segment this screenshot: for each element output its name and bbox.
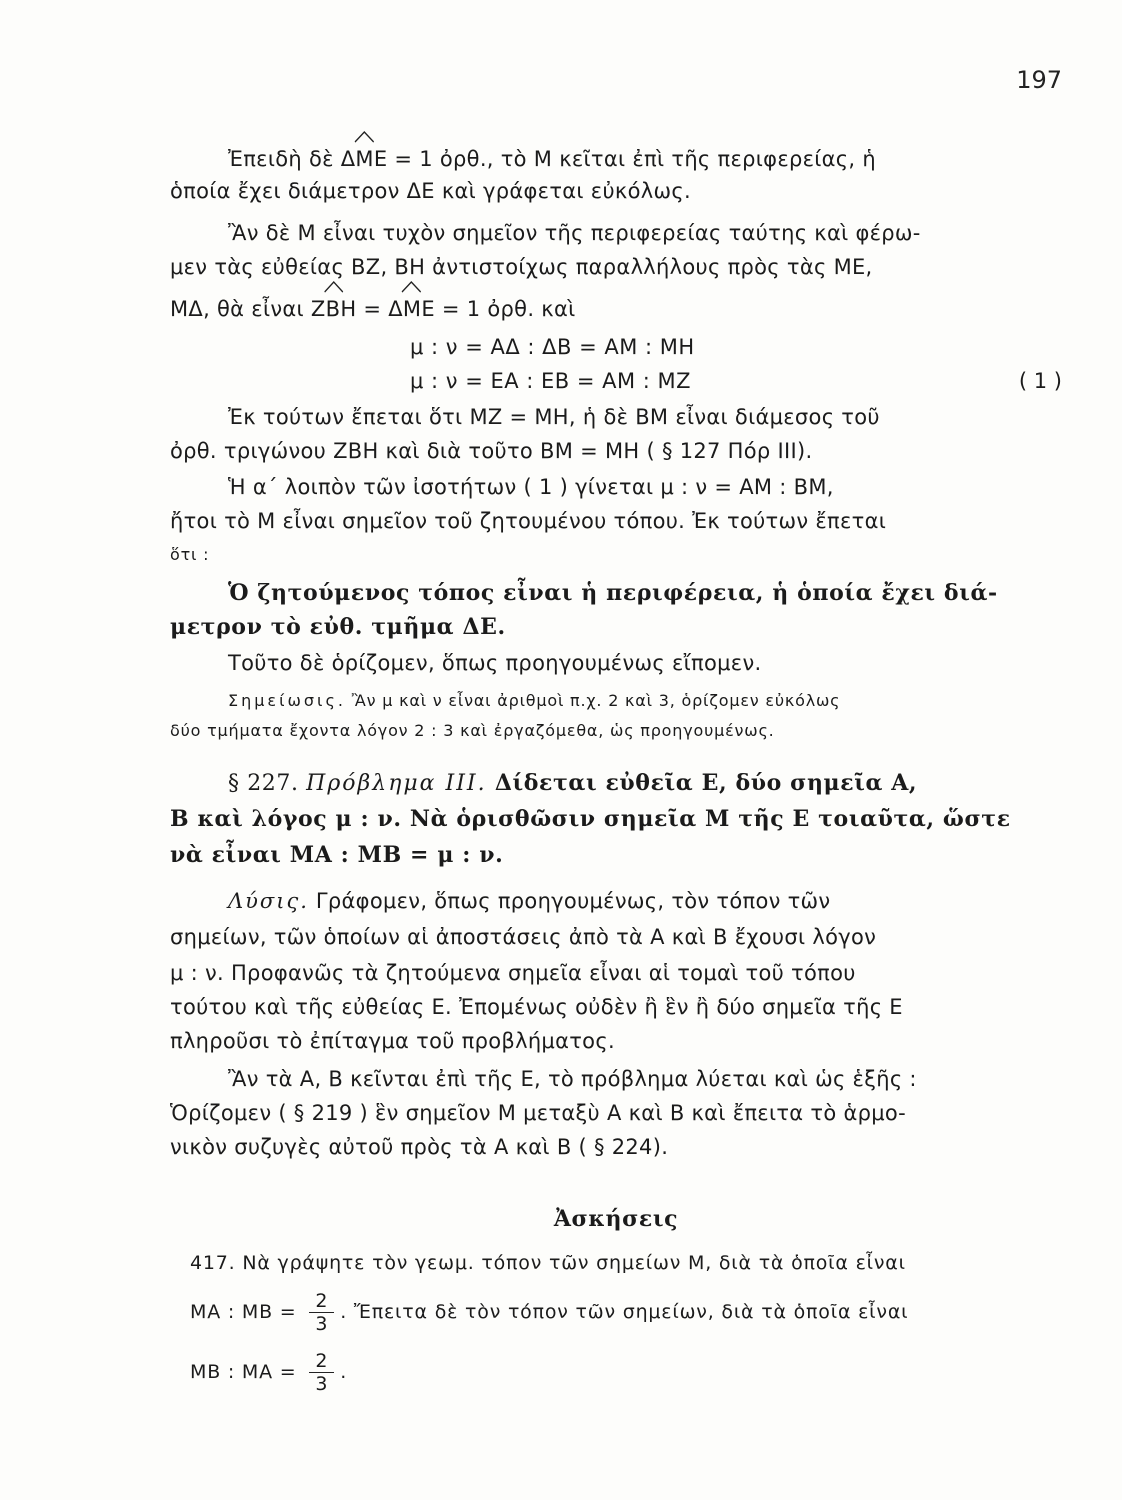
text-line: Ὁρίζομεν ( § 219 ) ἓν σημεῖον Μ μεταξὺ Α καὶ Β καὶ ἔπειτα τὸ ἁρμο- (170, 1101, 906, 1125)
text-line: Ἐκ τούτων ἔπεται ὅτι ΜΖ = ΜΗ, ἡ δὲ ΒΜ εἶναι διάμεσος τοῦ (228, 405, 880, 429)
text-line: ἤτοι τὸ Μ εἶναι σημεῖον τοῦ ζητουμένου τόπου. Ἐκ τούτων ἔπεται (170, 509, 887, 533)
solution-line: μ : ν. Προφανῶς τὰ ζητούμενα σημεῖα εἶναι αἱ τομαὶ τοῦ τόπου (170, 961, 856, 985)
angle-hat: ΔΜΕ (341, 144, 388, 174)
equation-number: ( 1 ) (1018, 369, 1062, 393)
conclusion-line: Ὁ ζητούμενος τόπος εἶναι ἡ περιφέρεια, ἡ ὁποία ἔχει διά- (228, 580, 998, 606)
exercise-line: ΜΑ : ΜΒ = $\frac{2}{3}$ . Ἔπειτα δὲ τὸν τόπον τῶν σημείων, διὰ τὰ ὁποῖα εἶναι (190, 1290, 909, 1335)
exercises-title: Ἀσκήσεις (553, 1206, 679, 1232)
text-line: Ἐπειδὴ δὲ ΔΜΕ = 1 ὀρθ., τὸ Μ κεῖται ἐπὶ τῆς περιφερείας, ἡ (170, 144, 1062, 174)
text-line: ΜΔ, θὰ εἶναι ΖΒΗ = ΔΜΕ = 1 ὀρθ. καὶ (170, 294, 1062, 324)
exercise-line: 417. Νὰ γράψητε τὸν γεωμ. τόπον τῶν σημείων Μ, διὰ τὰ ὁποῖα εἶναι (190, 1252, 906, 1274)
text-line: Ἡ α΄ λοιπὸν τῶν ἰσοτήτων ( 1 ) γίνεται μ : ν = ΑΜ : ΒΜ, (228, 475, 834, 499)
solution-line: πληροῦσι τὸ ἐπίταγμα τοῦ προβλήματος. (170, 1029, 615, 1053)
conclusion-line: μετρον τὸ εὐθ. τμῆμα ΔΕ. (170, 614, 506, 640)
solution-label: Λύσις. (228, 889, 309, 913)
text-line: Τοῦτο δὲ ὁρίζομεν, ὅπως προηγουμένως εἴπομεν. (228, 651, 762, 675)
note-line: Σημείωσις. Ἂν μ καὶ ν εἶναι ἀριθμοὶ π.χ. 2 καὶ 3, ὁρίζομεν εὐκόλως (228, 691, 841, 710)
problem-line: § 227. Πρόβλημα ΙΙΙ. Δίδεται εὐθεῖα Ε, δύο σημεῖα Α, (228, 770, 918, 796)
equation: μ : ν = ΕΑ : ΕΒ = ΑΜ : ΜΖ (410, 369, 692, 393)
text-line: νικὸν συζυγὲς αὐτοῦ πρὸς τὰ Α καὶ Β ( § 224). (170, 1135, 669, 1159)
note-label: Σημείωσις. (228, 691, 346, 710)
problem-line: Β καὶ λόγος μ : ν. Νὰ ὁρισθῶσιν σημεῖα Μ τῆς Ε τοιαῦτα, ὥστε (170, 806, 1011, 832)
text-line: Ἂν τὰ Α, Β κεῖνται ἐπὶ τῆς Ε, τὸ πρόβλημα λύεται καὶ ὡς ἑξῆς : (228, 1067, 917, 1091)
equation: μ : ν = ΑΔ : ΔΒ = ΑΜ : ΜΗ (410, 335, 695, 359)
problem-label: Πρόβλημα ΙΙΙ. (306, 771, 487, 796)
angle-hat: ΔΜΕ (388, 294, 435, 324)
exercise-line: ΜΒ : ΜΑ = $\frac{2}{3}$ . (190, 1350, 348, 1395)
solution-line: Λύσις. Γράφομεν, ὅπως προηγουμένως, τὸν τόπον τῶν (228, 889, 831, 913)
note-line: δύο τμήματα ἔχοντα λόγον 2 : 3 καὶ ἐργαζόμεθα, ὡς προηγουμένως. (170, 721, 775, 740)
fraction: $\frac{2}{3}$ (309, 1290, 334, 1335)
text-line: μεν τὰς εὐθείας ΒΖ, ΒΗ ἀντιστοίχως παραλλήλους πρὸς τὰς ΜΕ, (170, 255, 873, 279)
solution-line: σημείων, τῶν ὁποίων αἱ ἀποστάσεις ἀπὸ τὰ Α καὶ Β ἔχουσι λόγον (170, 925, 877, 949)
solution-line: τούτου καὶ τῆς εὐθείας Ε. Ἐπομένως οὐδὲν ἢ ἓν ἢ δύο σημεῖα τῆς Ε (170, 995, 903, 1019)
text-line: ὅτι : (170, 545, 210, 564)
problem-line: νὰ εἶναι ΜΑ : ΜΒ = μ : ν. (170, 842, 504, 868)
page-number: 197 (1016, 66, 1062, 94)
fraction: $\frac{2}{3}$ (309, 1350, 334, 1395)
text-line: Ἂν δὲ Μ εἶναι τυχὸν σημεῖον τῆς περιφερείας ταύτης καὶ φέρω- (228, 221, 921, 245)
text-line: ὁποία ἔχει διάμετρον ΔΕ καὶ γράφεται εὐκόλως. (170, 179, 691, 203)
text-line: ὀρθ. τριγώνου ΖΒΗ καὶ διὰ τοῦτο ΒΜ = ΜΗ ( § 127 Πόρ ΙΙΙ). (170, 439, 813, 463)
angle-hat: ΖΒΗ (311, 294, 356, 324)
